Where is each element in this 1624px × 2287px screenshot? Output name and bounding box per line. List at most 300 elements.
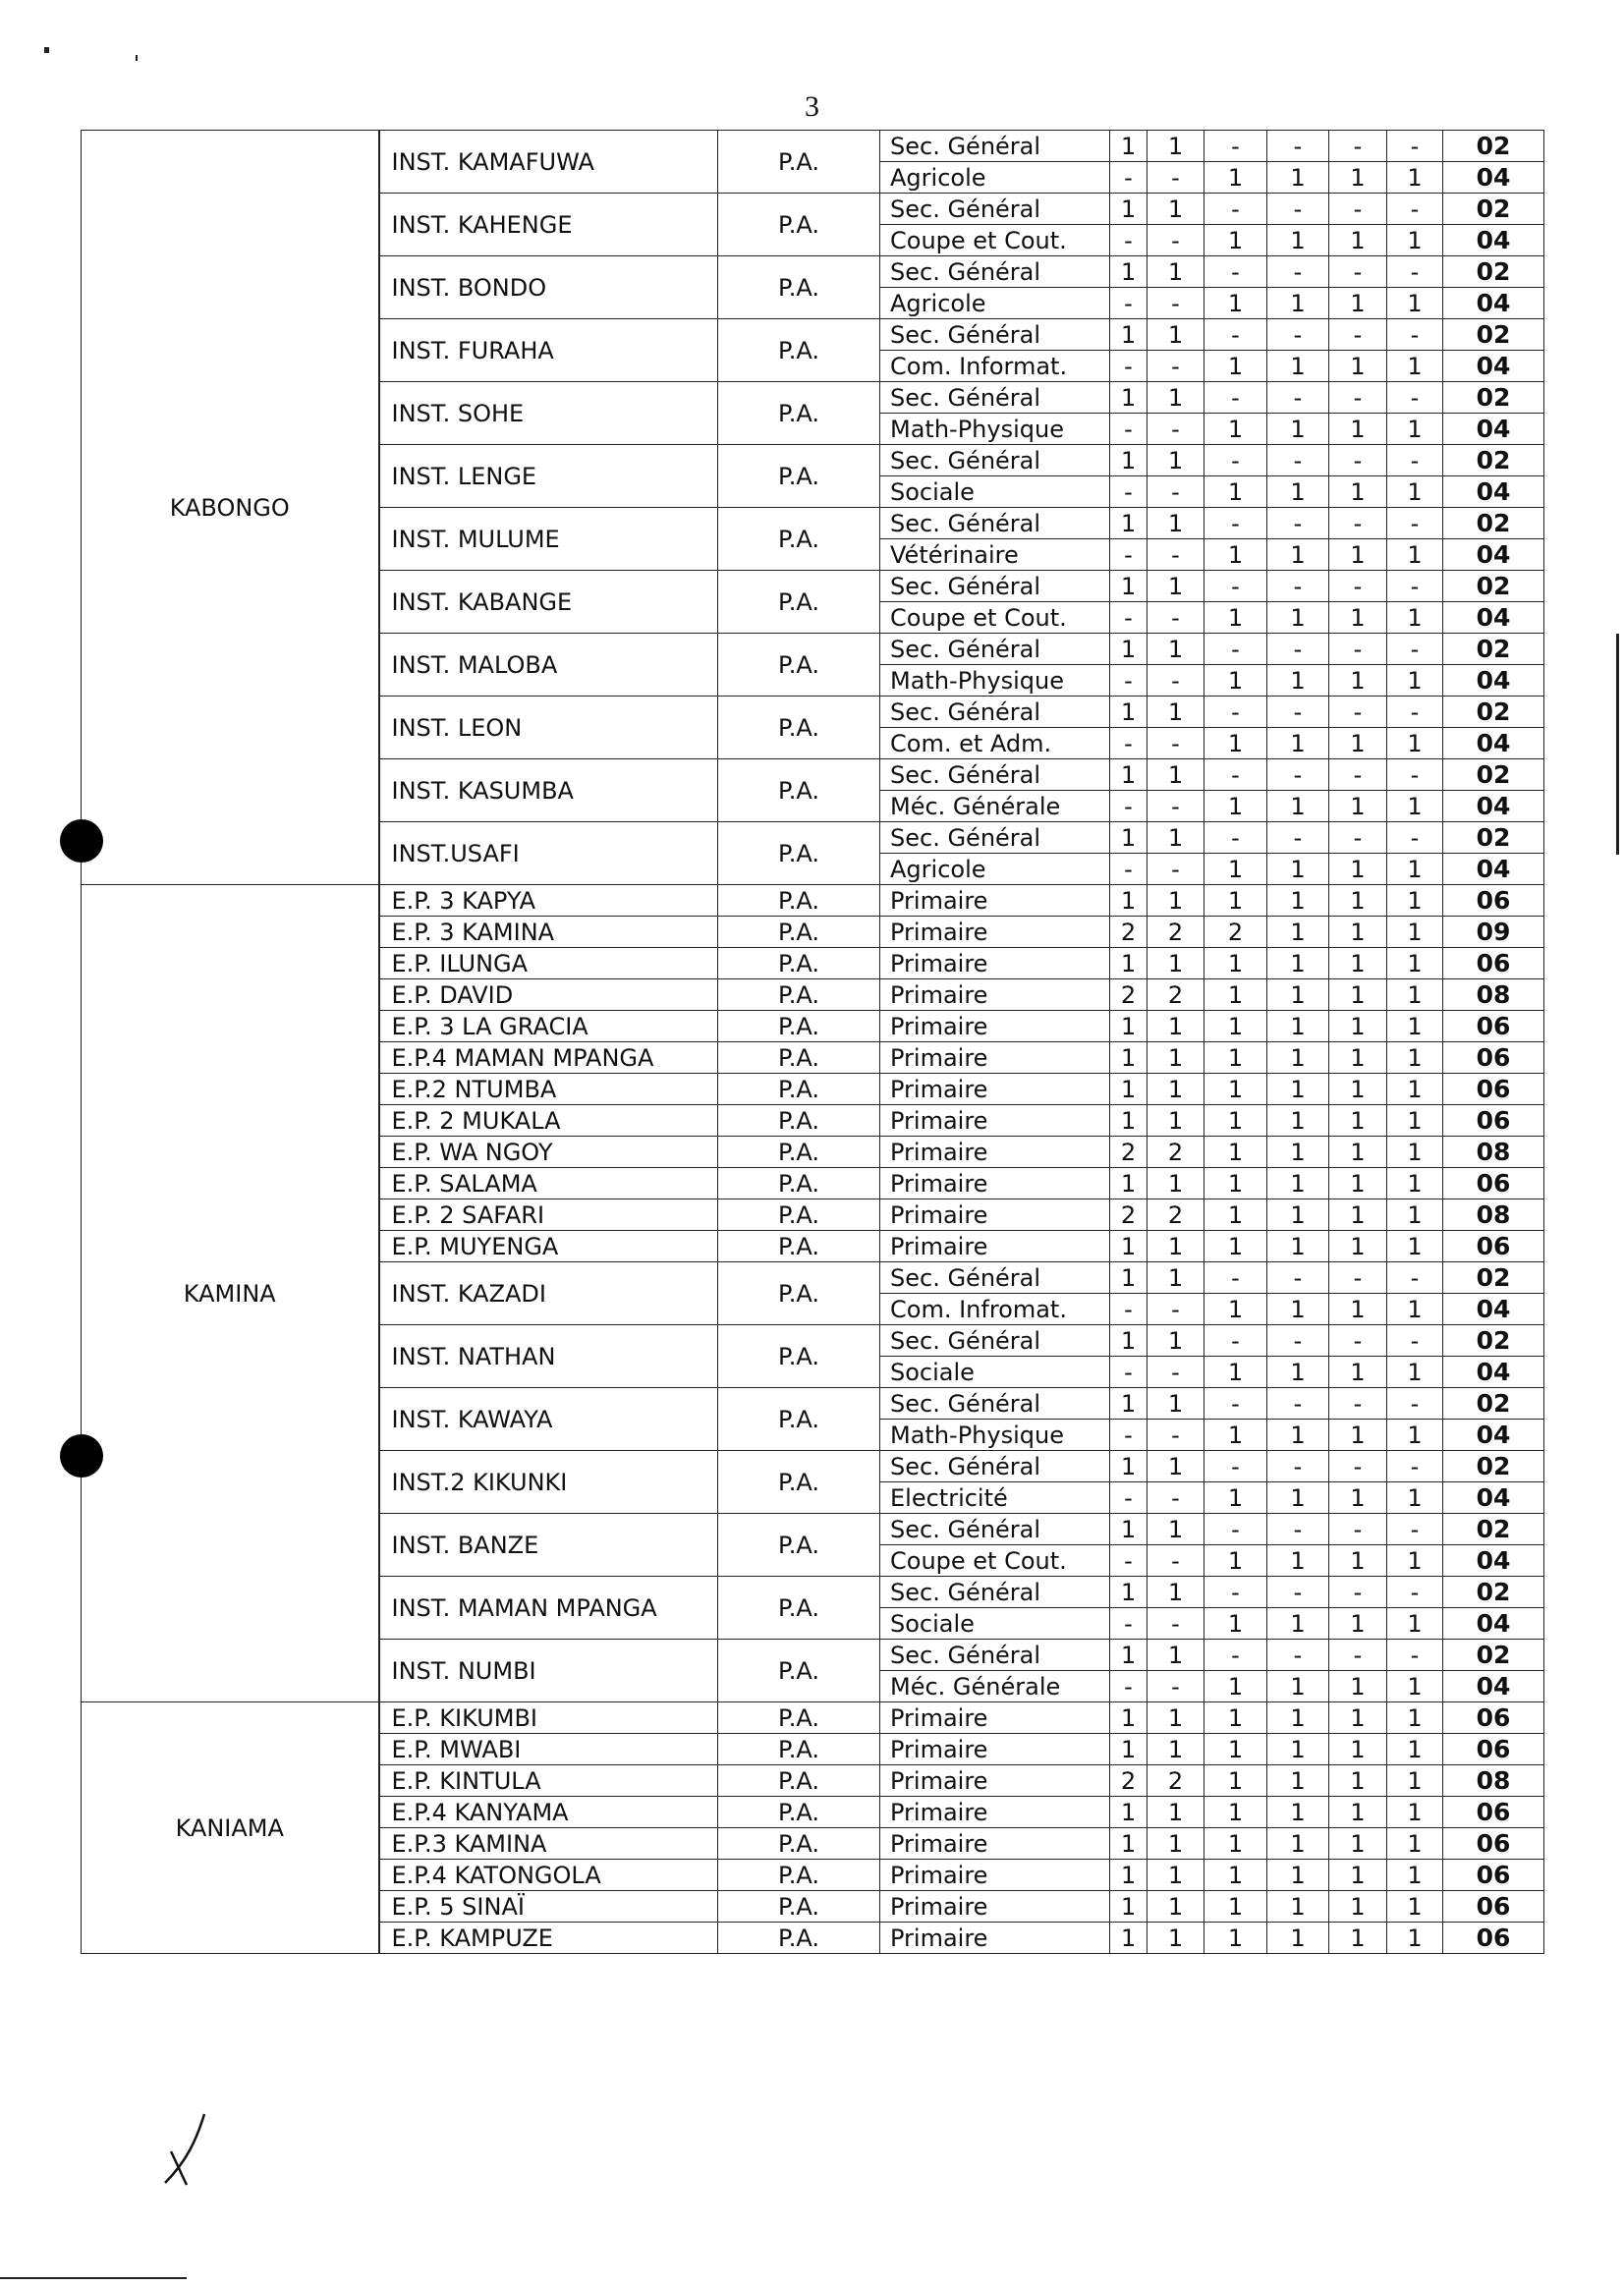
class-count-cell: 1	[1387, 1294, 1443, 1325]
total-cell: 06	[1443, 1105, 1544, 1137]
section-name: Sociale	[880, 476, 1110, 508]
class-count-cell: 1	[1267, 979, 1329, 1011]
class-count-cell: 1	[1110, 697, 1148, 728]
total-cell: 02	[1443, 822, 1544, 854]
total-cell: 06	[1443, 1828, 1544, 1860]
class-count-cell: 1	[1204, 728, 1267, 759]
class-count-cell: 2	[1110, 1137, 1148, 1168]
class-count-cell: 1	[1267, 1199, 1329, 1231]
school-status: P.A.	[718, 1514, 880, 1577]
class-count-cell: 1	[1204, 414, 1267, 445]
class-count-cell: 1	[1204, 1702, 1267, 1734]
section-name: Primaire	[880, 1105, 1110, 1137]
school-name: INST. MULUME	[379, 508, 718, 571]
school-status: P.A.	[718, 885, 880, 917]
class-count-cell: 1	[1329, 665, 1387, 697]
school-name: E.P.3 KAMINA	[379, 1828, 718, 1860]
class-count-cell: 1	[1387, 539, 1443, 571]
class-count-cell: 1	[1267, 917, 1329, 948]
total-cell: 04	[1443, 539, 1544, 571]
section-name: Primaire	[880, 885, 1110, 917]
class-count-cell: 1	[1148, 1451, 1204, 1482]
class-count-cell: 1	[1204, 602, 1267, 634]
table-row	[82, 885, 1544, 917]
class-count-cell: -	[1204, 194, 1267, 225]
class-count-cell: -	[1329, 194, 1387, 225]
class-count-cell: -	[1110, 1420, 1148, 1451]
class-count-cell: -	[1267, 256, 1329, 288]
class-count-cell: 1	[1204, 1357, 1267, 1388]
section-name: Primaire	[880, 1011, 1110, 1042]
class-count-cell: -	[1204, 319, 1267, 351]
class-count-cell: -	[1387, 1514, 1443, 1545]
class-count-cell: 1	[1110, 1388, 1148, 1420]
class-count-cell: 1	[1329, 162, 1387, 194]
total-cell: 04	[1443, 1608, 1544, 1640]
class-count-cell: 1	[1148, 948, 1204, 979]
school-name: E.P. MWABI	[379, 1734, 718, 1765]
section-name: Com. Infromat.	[880, 1294, 1110, 1325]
class-count-cell: 1	[1329, 1545, 1387, 1577]
class-count-cell: 1	[1387, 1734, 1443, 1765]
class-count-cell: 1	[1204, 1608, 1267, 1640]
class-count-cell: -	[1110, 1545, 1148, 1577]
class-count-cell: -	[1110, 791, 1148, 822]
region-name: KABONGO	[82, 131, 379, 885]
class-count-cell: 1	[1387, 1420, 1443, 1451]
school-status: P.A.	[718, 1451, 880, 1514]
class-count-cell: 1	[1267, 602, 1329, 634]
class-count-cell: -	[1148, 288, 1204, 319]
class-count-cell: 1	[1148, 131, 1204, 162]
class-count-cell: 1	[1110, 1168, 1148, 1199]
total-cell: 06	[1443, 1168, 1544, 1199]
class-count-cell: -	[1110, 476, 1148, 508]
class-count-cell: -	[1329, 634, 1387, 665]
school-status: P.A.	[718, 1325, 880, 1388]
total-cell: 04	[1443, 665, 1544, 697]
section-name: Com. et Adm.	[880, 728, 1110, 759]
section-name: Sec. Général	[880, 1514, 1110, 1545]
class-count-cell: 1	[1387, 351, 1443, 382]
class-count-cell: 1	[1267, 665, 1329, 697]
class-count-cell: 1	[1204, 1891, 1267, 1923]
class-count-cell: 1	[1148, 822, 1204, 854]
class-count-cell: 1	[1267, 1042, 1329, 1074]
class-count-cell: -	[1387, 194, 1443, 225]
class-count-cell: 1	[1204, 476, 1267, 508]
class-count-cell: 1	[1267, 854, 1329, 885]
school-name: E.P. KINTULA	[379, 1765, 718, 1797]
class-count-cell: -	[1204, 1262, 1267, 1294]
class-count-cell: 1	[1204, 1231, 1267, 1262]
total-cell: 04	[1443, 602, 1544, 634]
class-count-cell: -	[1329, 445, 1387, 476]
class-count-cell: 1	[1110, 382, 1148, 414]
class-count-cell: -	[1204, 634, 1267, 665]
class-count-cell: -	[1329, 759, 1387, 791]
class-count-cell: 1	[1387, 1702, 1443, 1734]
class-count-cell: -	[1110, 854, 1148, 885]
class-count-cell: 1	[1267, 1105, 1329, 1137]
class-count-cell: -	[1204, 1388, 1267, 1420]
class-count-cell: 1	[1110, 319, 1148, 351]
class-count-cell: 1	[1267, 1797, 1329, 1828]
class-count-cell: 1	[1329, 1734, 1387, 1765]
class-count-cell: -	[1267, 508, 1329, 539]
class-count-cell: -	[1204, 1640, 1267, 1671]
class-count-cell: -	[1329, 131, 1387, 162]
school-status: P.A.	[718, 979, 880, 1011]
total-cell: 04	[1443, 414, 1544, 445]
class-count-cell: -	[1204, 1577, 1267, 1608]
total-cell: 08	[1443, 1199, 1544, 1231]
school-status: P.A.	[718, 1923, 880, 1954]
class-count-cell: -	[1267, 1325, 1329, 1357]
total-cell: 02	[1443, 697, 1544, 728]
class-count-cell: 1	[1110, 1042, 1148, 1074]
class-count-cell: 1	[1329, 1702, 1387, 1734]
class-count-cell: 1	[1148, 1828, 1204, 1860]
punch-hole	[60, 1434, 103, 1478]
class-count-cell: 2	[1110, 1199, 1148, 1231]
section-name: Sec. Général	[880, 1262, 1110, 1294]
table-row	[82, 1702, 1544, 1734]
class-count-cell: 1	[1329, 1074, 1387, 1105]
school-status: P.A.	[718, 1640, 880, 1702]
section-name: Sec. Général	[880, 822, 1110, 854]
class-count-cell: 1	[1387, 1199, 1443, 1231]
section-name: Primaire	[880, 1891, 1110, 1923]
total-cell: 04	[1443, 1420, 1544, 1451]
total-cell: 02	[1443, 131, 1544, 162]
class-count-cell: -	[1267, 131, 1329, 162]
class-count-cell: 2	[1110, 917, 1148, 948]
section-name: Primaire	[880, 1702, 1110, 1734]
school-name: E.P.4 KANYAMA	[379, 1797, 718, 1828]
class-count-cell: -	[1387, 1451, 1443, 1482]
section-name: Sec. Général	[880, 445, 1110, 476]
class-count-cell: 1	[1329, 1199, 1387, 1231]
class-count-cell: -	[1204, 256, 1267, 288]
class-count-cell: 1	[1329, 1608, 1387, 1640]
class-count-cell: 1	[1267, 1734, 1329, 1765]
section-name: Primaire	[880, 1042, 1110, 1074]
class-count-cell: 1	[1204, 1011, 1267, 1042]
class-count-cell: -	[1204, 382, 1267, 414]
school-status: P.A.	[718, 1891, 880, 1923]
scan-mark	[44, 47, 49, 53]
class-count-cell: 1	[1329, 791, 1387, 822]
class-count-cell: 1	[1148, 1388, 1204, 1420]
class-count-cell: 1	[1110, 1262, 1148, 1294]
section-name: Sec. Général	[880, 1388, 1110, 1420]
class-count-cell: -	[1110, 351, 1148, 382]
class-count-cell: 1	[1329, 1923, 1387, 1954]
class-count-cell: -	[1329, 256, 1387, 288]
class-count-cell: -	[1267, 822, 1329, 854]
school-name: INST. LEON	[379, 697, 718, 759]
class-count-cell: 1	[1148, 634, 1204, 665]
class-count-cell: 1	[1329, 602, 1387, 634]
total-cell: 06	[1443, 1231, 1544, 1262]
class-count-cell: -	[1329, 1640, 1387, 1671]
signature-mark	[157, 2110, 216, 2189]
class-count-cell: 1	[1387, 1011, 1443, 1042]
class-count-cell: -	[1148, 539, 1204, 571]
class-count-cell: 1	[1110, 885, 1148, 917]
class-count-cell: 1	[1148, 256, 1204, 288]
class-count-cell: 1	[1148, 1577, 1204, 1608]
school-status: P.A.	[718, 1074, 880, 1105]
class-count-cell: 1	[1148, 1011, 1204, 1042]
class-count-cell: 1	[1204, 1734, 1267, 1765]
class-count-cell: -	[1148, 1671, 1204, 1702]
class-count-cell: 1	[1267, 948, 1329, 979]
class-count-cell: 1	[1204, 539, 1267, 571]
class-count-cell: 1	[1110, 1891, 1148, 1923]
school-name: E.P. SALAMA	[379, 1168, 718, 1199]
class-count-cell: 1	[1267, 1482, 1329, 1514]
class-count-cell: 1	[1110, 1451, 1148, 1482]
class-count-cell: -	[1204, 1514, 1267, 1545]
class-count-cell: 1	[1387, 1042, 1443, 1074]
class-count-cell: -	[1329, 822, 1387, 854]
class-count-cell: 1	[1329, 1294, 1387, 1325]
class-count-cell: 1	[1204, 1765, 1267, 1797]
class-count-cell: 1	[1110, 1923, 1148, 1954]
school-status: P.A.	[718, 194, 880, 256]
class-count-cell: -	[1148, 1608, 1204, 1640]
total-cell: 02	[1443, 1514, 1544, 1545]
class-count-cell: 1	[1110, 759, 1148, 791]
class-count-cell: 1	[1204, 1828, 1267, 1860]
class-count-cell: 1	[1387, 476, 1443, 508]
school-name: E.P. 5 SINAÏ	[379, 1891, 718, 1923]
class-count-cell: 1	[1329, 1797, 1387, 1828]
section-name: Agricole	[880, 162, 1110, 194]
class-count-cell: 1	[1267, 162, 1329, 194]
class-count-cell: -	[1329, 571, 1387, 602]
class-count-cell: 1	[1110, 822, 1148, 854]
class-count-cell: 1	[1387, 162, 1443, 194]
class-count-cell: -	[1329, 1325, 1387, 1357]
school-status: P.A.	[718, 917, 880, 948]
class-count-cell: 1	[1267, 288, 1329, 319]
class-count-cell: 1	[1110, 131, 1148, 162]
section-name: Sec. Général	[880, 508, 1110, 539]
class-count-cell: 1	[1267, 1168, 1329, 1199]
class-count-cell: -	[1329, 1262, 1387, 1294]
section-name: Math-Physique	[880, 665, 1110, 697]
class-count-cell: 1	[1329, 1671, 1387, 1702]
region-name: KAMINA	[82, 885, 379, 1702]
school-status: P.A.	[718, 256, 880, 319]
class-count-cell: 1	[1267, 1608, 1329, 1640]
class-count-cell: -	[1204, 571, 1267, 602]
total-cell: 04	[1443, 854, 1544, 885]
school-status: P.A.	[718, 948, 880, 979]
section-name: Primaire	[880, 1797, 1110, 1828]
class-count-cell: -	[1110, 414, 1148, 445]
class-count-cell: 1	[1387, 665, 1443, 697]
class-count-cell: 1	[1387, 414, 1443, 445]
school-name: INST. KASUMBA	[379, 759, 718, 822]
section-name: Primaire	[880, 1923, 1110, 1954]
class-count-cell: 1	[1387, 1231, 1443, 1262]
class-count-cell: -	[1387, 131, 1443, 162]
class-count-cell: -	[1267, 194, 1329, 225]
section-name: Primaire	[880, 1765, 1110, 1797]
total-cell: 06	[1443, 1734, 1544, 1765]
school-status: P.A.	[718, 1765, 880, 1797]
school-name: INST. KAWAYA	[379, 1388, 718, 1451]
class-count-cell: 2	[1110, 979, 1148, 1011]
class-count-cell: 2	[1110, 1765, 1148, 1797]
class-count-cell: -	[1110, 602, 1148, 634]
class-count-cell: 1	[1387, 1074, 1443, 1105]
class-count-cell: 1	[1148, 1734, 1204, 1765]
school-name: INST. LENGE	[379, 445, 718, 508]
school-status: P.A.	[718, 1105, 880, 1137]
class-count-cell: 1	[1267, 1294, 1329, 1325]
class-count-cell: 1	[1110, 445, 1148, 476]
total-cell: 02	[1443, 382, 1544, 414]
class-count-cell: -	[1267, 571, 1329, 602]
school-status: P.A.	[718, 1231, 880, 1262]
total-cell: 02	[1443, 1388, 1544, 1420]
class-count-cell: 1	[1267, 1702, 1329, 1734]
school-status: P.A.	[718, 1860, 880, 1891]
region-name: KANIAMA	[82, 1702, 379, 1954]
total-cell: 02	[1443, 1577, 1544, 1608]
class-count-cell: 1	[1110, 194, 1148, 225]
total-cell: 02	[1443, 1640, 1544, 1671]
class-count-cell: -	[1329, 1451, 1387, 1482]
class-count-cell: 1	[1148, 1514, 1204, 1545]
section-name: Math-Physique	[880, 414, 1110, 445]
class-count-cell: 1	[1204, 225, 1267, 256]
class-count-cell: 1	[1329, 351, 1387, 382]
school-name: E.P. 3 KAPYA	[379, 885, 718, 917]
total-cell: 02	[1443, 1262, 1544, 1294]
school-name: E.P. DAVID	[379, 979, 718, 1011]
class-count-cell: -	[1387, 822, 1443, 854]
class-count-cell: 1	[1267, 1765, 1329, 1797]
class-count-cell: 1	[1329, 1042, 1387, 1074]
class-count-cell: -	[1329, 382, 1387, 414]
class-count-cell: 1	[1329, 1860, 1387, 1891]
total-cell: 02	[1443, 445, 1544, 476]
section-name: Primaire	[880, 1168, 1110, 1199]
section-name: Primaire	[880, 1074, 1110, 1105]
class-count-cell: -	[1148, 351, 1204, 382]
class-count-cell: -	[1110, 1357, 1148, 1388]
class-count-cell: -	[1148, 665, 1204, 697]
schools-table	[81, 130, 1544, 1954]
class-count-cell: 1	[1387, 1168, 1443, 1199]
class-count-cell: 1	[1267, 414, 1329, 445]
class-count-cell: 1	[1329, 414, 1387, 445]
class-count-cell: -	[1387, 1640, 1443, 1671]
school-name: INST.USAFI	[379, 822, 718, 885]
school-name: INST. MALOBA	[379, 634, 718, 697]
class-count-cell: 2	[1148, 1137, 1204, 1168]
class-count-cell: -	[1387, 634, 1443, 665]
class-count-cell: -	[1204, 759, 1267, 791]
school-name: INST. KABANGE	[379, 571, 718, 634]
table-body	[82, 131, 1544, 1954]
section-name: Méc. Générale	[880, 1671, 1110, 1702]
class-count-cell: 1	[1204, 979, 1267, 1011]
class-count-cell: 1	[1110, 1734, 1148, 1765]
section-name: Sec. Général	[880, 571, 1110, 602]
section-name: Coupe et Cout.	[880, 225, 1110, 256]
section-name: Sec. Général	[880, 1325, 1110, 1357]
class-count-cell: 1	[1110, 1105, 1148, 1137]
class-count-cell: 2	[1148, 917, 1204, 948]
class-count-cell: 1	[1387, 225, 1443, 256]
total-cell: 04	[1443, 1482, 1544, 1514]
class-count-cell: 1	[1329, 1765, 1387, 1797]
class-count-cell: -	[1267, 697, 1329, 728]
total-cell: 06	[1443, 885, 1544, 917]
class-count-cell: 1	[1387, 1828, 1443, 1860]
class-count-cell: 1	[1148, 1168, 1204, 1199]
school-name: E.P. KIKUMBI	[379, 1702, 718, 1734]
class-count-cell: -	[1148, 414, 1204, 445]
class-count-cell: -	[1387, 1388, 1443, 1420]
class-count-cell: -	[1204, 822, 1267, 854]
school-status: P.A.	[718, 445, 880, 508]
class-count-cell: 1	[1148, 194, 1204, 225]
class-count-cell: -	[1110, 1671, 1148, 1702]
class-count-cell: -	[1110, 539, 1148, 571]
class-count-cell: -	[1267, 634, 1329, 665]
class-count-cell: 1	[1267, 1420, 1329, 1451]
class-count-cell: 1	[1387, 1545, 1443, 1577]
total-cell: 04	[1443, 1357, 1544, 1388]
section-name: Coupe et Cout.	[880, 602, 1110, 634]
total-cell: 04	[1443, 1545, 1544, 1577]
total-cell: 02	[1443, 571, 1544, 602]
school-status: P.A.	[718, 1702, 880, 1734]
class-count-cell: 1	[1267, 1074, 1329, 1105]
class-count-cell: 1	[1204, 1168, 1267, 1199]
class-count-cell: 1	[1267, 1357, 1329, 1388]
class-count-cell: -	[1387, 1577, 1443, 1608]
school-name: INST. SOHE	[379, 382, 718, 445]
school-status: P.A.	[718, 1262, 880, 1325]
class-count-cell: 1	[1329, 854, 1387, 885]
class-count-cell: 1	[1267, 539, 1329, 571]
class-count-cell: -	[1329, 697, 1387, 728]
class-count-cell: -	[1110, 288, 1148, 319]
school-name: E.P.4 KATONGOLA	[379, 1860, 718, 1891]
class-count-cell: -	[1387, 508, 1443, 539]
class-count-cell: -	[1387, 759, 1443, 791]
school-name: E.P.2 NTUMBA	[379, 1074, 718, 1105]
class-count-cell: 1	[1148, 571, 1204, 602]
school-name: INST. KAZADI	[379, 1262, 718, 1325]
class-count-cell: 1	[1329, 1011, 1387, 1042]
class-count-cell: 1	[1204, 1294, 1267, 1325]
class-count-cell: 1	[1387, 602, 1443, 634]
section-name: Electricité	[880, 1482, 1110, 1514]
class-count-cell: 1	[1110, 1640, 1148, 1671]
total-cell: 08	[1443, 1765, 1544, 1797]
class-count-cell: -	[1387, 445, 1443, 476]
